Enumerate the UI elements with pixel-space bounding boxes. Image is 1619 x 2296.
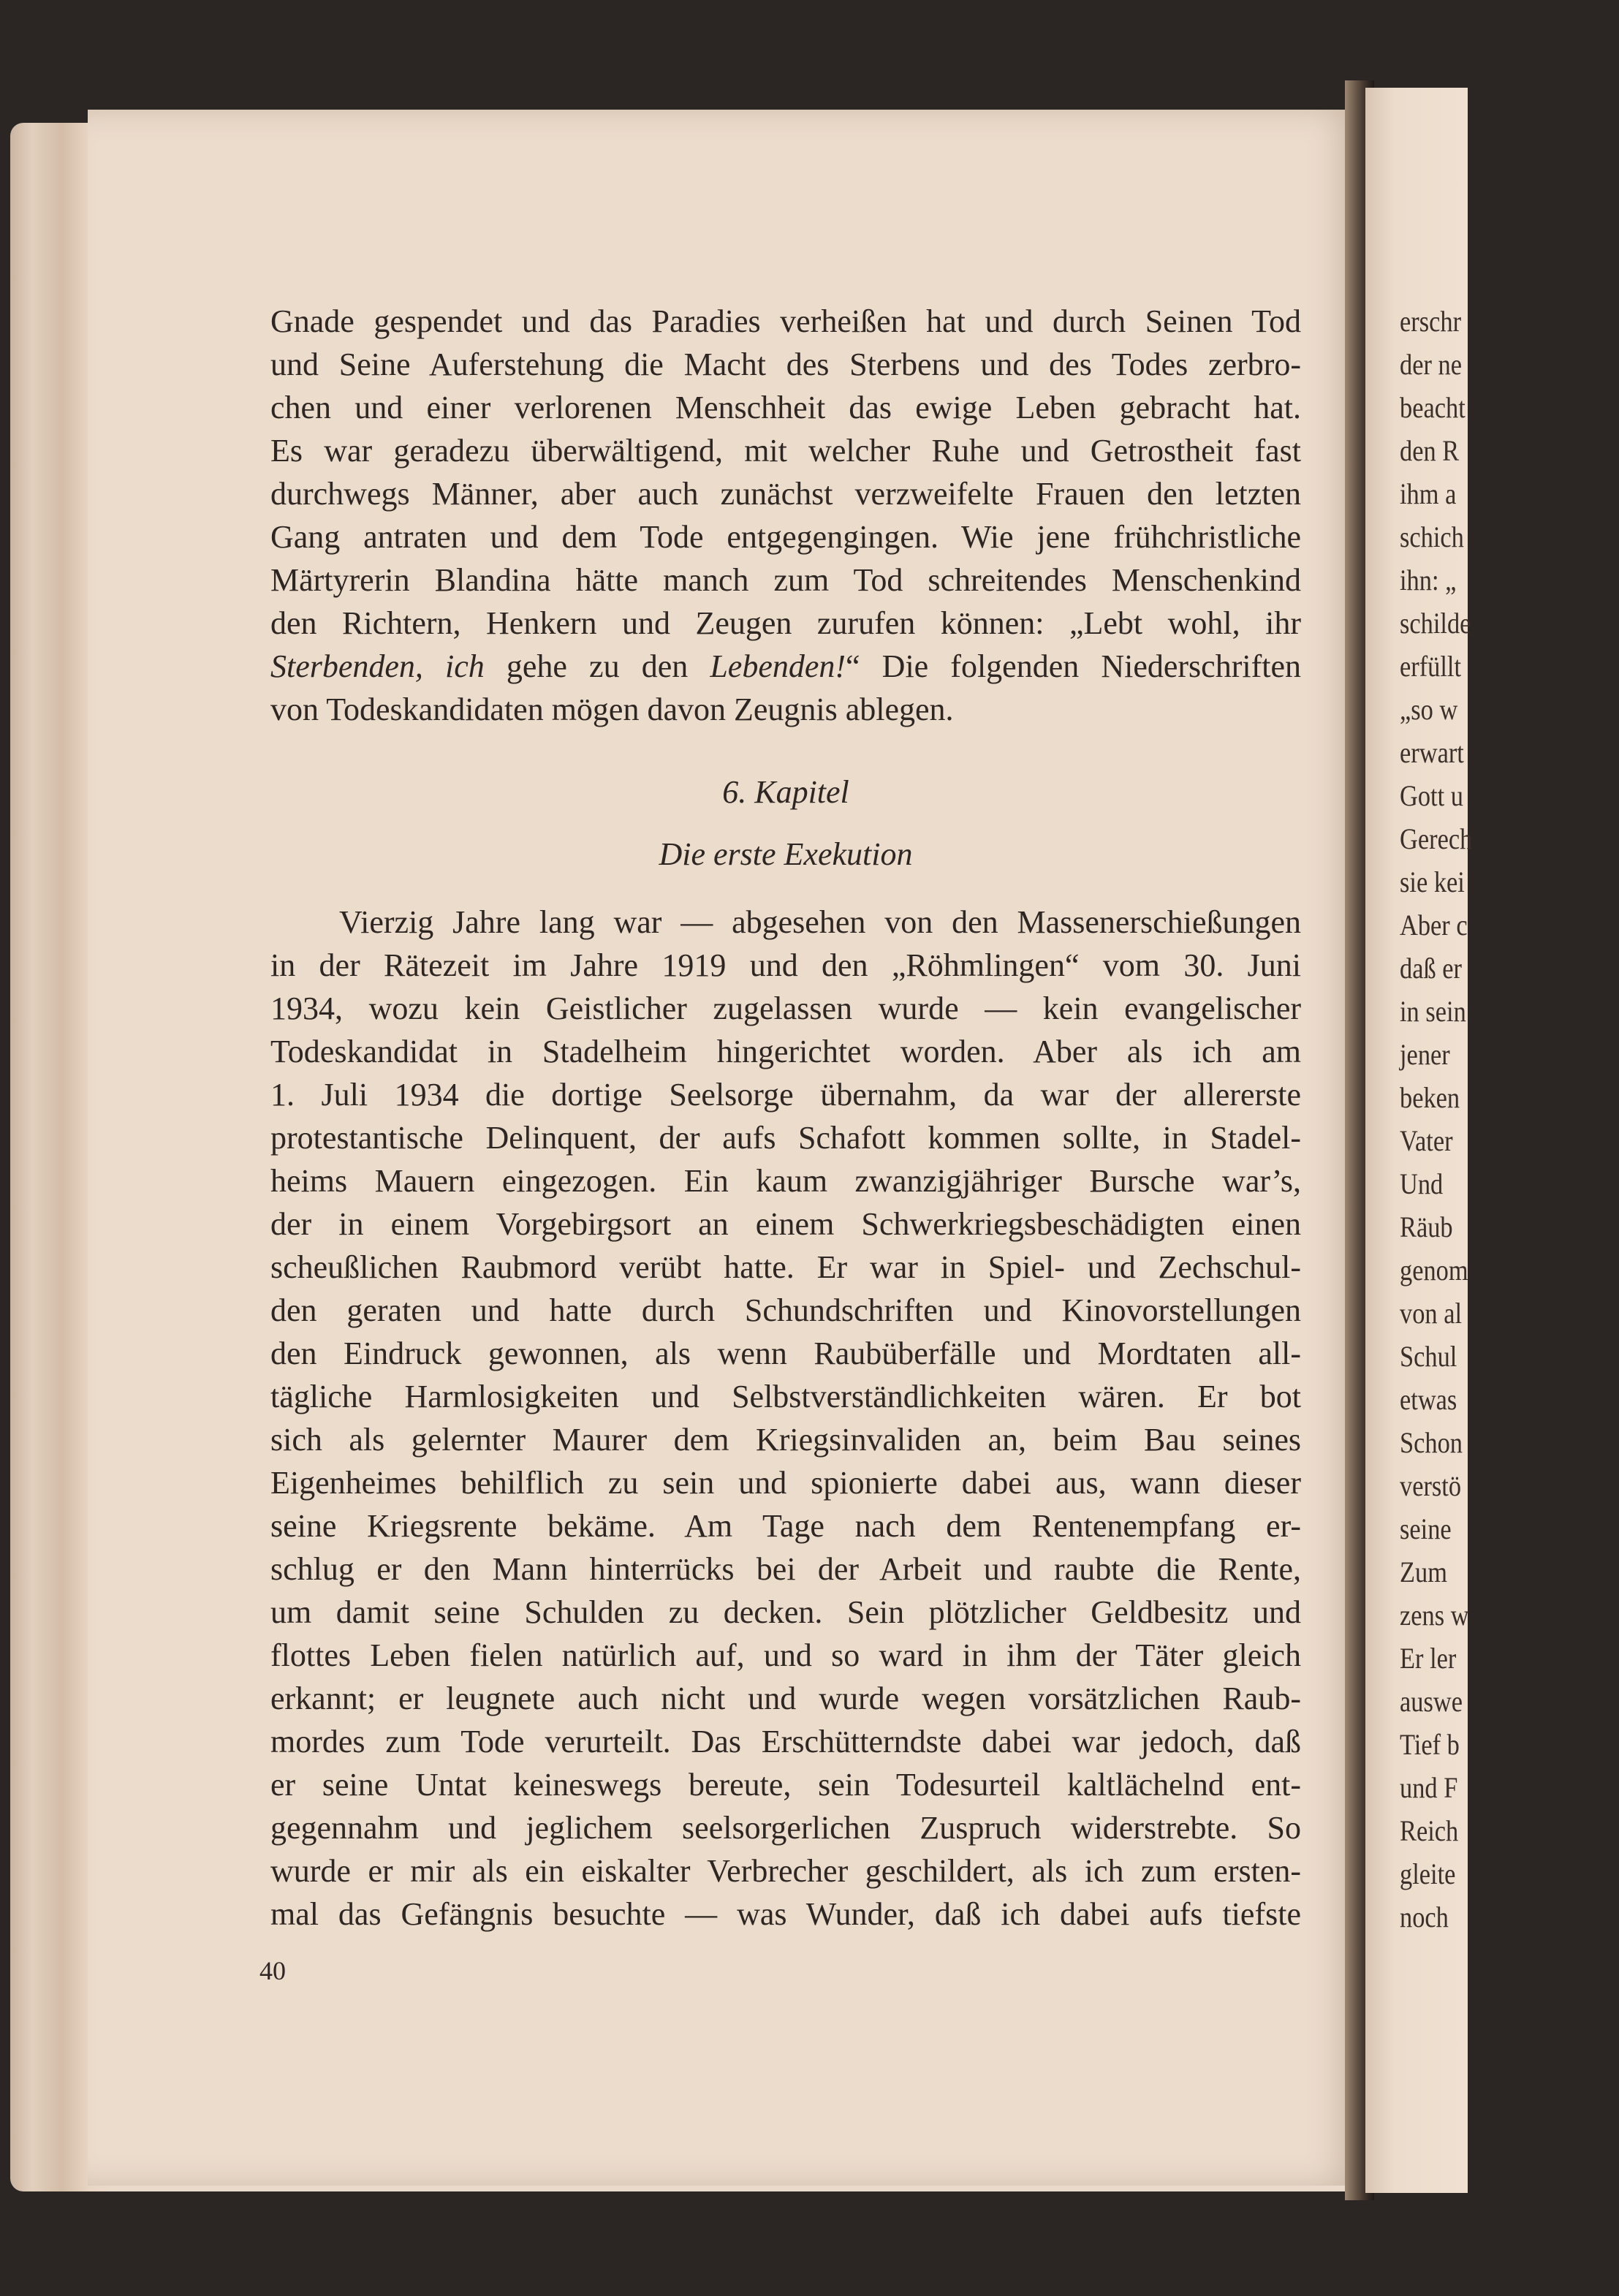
- text-line: mal das Gefängnis besuchte — was Wunder, daß ich dabei aufs tiefste: [270, 1896, 1301, 1932]
- right-page-line: genom: [1400, 1254, 1468, 1287]
- right-page: [1365, 88, 1473, 2193]
- right-page-line: gleite: [1400, 1857, 1456, 1890]
- right-page-line: beken: [1400, 1081, 1460, 1114]
- text-line: den geraten und hatte durch Schundschriften und Kinovorstellungen: [270, 1292, 1301, 1328]
- text-line: heims Mauern eingezogen. Ein kaum zwanzigjähriger Bursche war’s,: [270, 1163, 1301, 1199]
- right-page-line: sie kei: [1400, 865, 1465, 898]
- right-page-line: Tief b: [1400, 1728, 1460, 1761]
- text-run: “ Die folgenden Niederschriften: [846, 648, 1301, 684]
- text-line: mordes zum Tode verurteilt. Das Erschütterndste dabei war jedoch, daß: [270, 1724, 1301, 1759]
- right-page-line: daß er: [1400, 952, 1462, 985]
- right-page-line: Und: [1400, 1167, 1444, 1200]
- right-page-line: auswe: [1400, 1685, 1463, 1718]
- right-page-line: noch: [1400, 1901, 1449, 1933]
- right-page-line: Gerech: [1400, 822, 1473, 855]
- right-page-line: ihm a: [1400, 477, 1457, 510]
- text-line: 1934, wozu kein Geistlicher zugelassen wurde — kein evangelischer: [270, 990, 1301, 1026]
- text-line: flottes Leben fielen natürlich auf, und so ward in ihm der Täter gleich: [270, 1637, 1301, 1673]
- text-line: Eigenheimes behilflich zu sein und spionierte dabei aus, wann dieser: [270, 1465, 1301, 1501]
- right-page-line: Er ler: [1400, 1642, 1457, 1675]
- right-page-line: zens w: [1400, 1599, 1469, 1632]
- text-line: er seine Untat keineswegs bereute, sein Todesurteil kaltlächelnd ent-: [270, 1767, 1301, 1803]
- text-run: gehe zu den: [484, 648, 710, 684]
- right-page-line: Räub: [1400, 1210, 1453, 1243]
- text-line: Vierzig Jahre lang war — abgesehen von den Massenerschießungen: [339, 904, 1301, 940]
- right-page-line: Zum: [1400, 1556, 1447, 1588]
- body-paragraph: [270, 901, 1301, 1936]
- text-line: durchwegs Männer, aber auch zunächst verzweifelte Frauen den letzten: [270, 476, 1301, 512]
- text-line: in der Rätezeit im Jahre 1919 und den „Röhmlingen“ vom 30. Juni: [270, 947, 1301, 983]
- right-page-line: seine: [1400, 1512, 1452, 1545]
- text-line: tägliche Harmlosigkeiten und Selbstverständlichkeiten wären. Er bot: [270, 1379, 1301, 1414]
- text-line: Märtyrerin Blandina hätte manch zum Tod schreitendes Menschenkind: [270, 562, 1301, 598]
- right-page-line: erschr: [1400, 305, 1462, 338]
- right-page-line: schich: [1400, 520, 1464, 553]
- right-page-line: etwas: [1400, 1383, 1457, 1416]
- intro-paragraph: [270, 300, 1301, 731]
- italic-text: Sterbenden, ich: [270, 648, 485, 684]
- right-page-line: erwart: [1400, 736, 1464, 769]
- right-page-line: jener: [1400, 1038, 1450, 1071]
- right-page-line: Reich: [1400, 1814, 1459, 1847]
- right-page-line: und F: [1400, 1771, 1458, 1804]
- text-line: und Seine Auferstehung die Macht des Sterbens und des Todes zerbro-: [270, 346, 1301, 382]
- right-page-line: von al: [1400, 1297, 1463, 1330]
- right-page-line: den R: [1400, 434, 1460, 467]
- right-page-line: erfüllt: [1400, 650, 1462, 683]
- right-page-line: der ne: [1400, 348, 1462, 381]
- right-page-line: in sein: [1400, 995, 1466, 1028]
- text-line: sich als gelernter Maurer dem Kriegsinvaliden an, beim Bau seines: [270, 1422, 1301, 1458]
- text-line: der in einem Vorgebirgsort an einem Schwerkriegsbeschädigten einen: [270, 1206, 1301, 1242]
- text-line: Es war geradezu überwältigend, mit welcher Ruhe und Getrostheit fast: [270, 433, 1301, 469]
- right-page-line: Gott u: [1400, 779, 1463, 812]
- italic-text: Lebenden!: [710, 648, 846, 684]
- right-page-line: verstö: [1400, 1469, 1462, 1502]
- text-line: den Eindruck gewonnen, als wenn Raubüberfälle und Mordtaten all-: [270, 1335, 1301, 1371]
- text-line: scheußlichen Raubmord verübt hatte. Er war in Spiel- und Zechschul-: [270, 1249, 1301, 1285]
- text-line: den Richtern, Henkern und Zeugen zurufen können: „Lebt wohl, ihr: [270, 605, 1301, 641]
- text-line: gegennahm und jeglichem seelsorgerlichen Zuspruch widerstrebte. So: [270, 1810, 1301, 1846]
- right-page-line: Schon: [1400, 1426, 1463, 1459]
- text-line: um damit seine Schulden zu decken. Sein plötzlicher Geldbesitz und: [270, 1594, 1301, 1630]
- text-line: [270, 645, 1301, 688]
- chapter-title: Die erste Exekution: [659, 836, 913, 872]
- right-page-line: Aber c: [1400, 909, 1468, 941]
- right-page-line: beacht: [1400, 391, 1466, 424]
- right-page-line: Vater: [1400, 1124, 1453, 1157]
- text-line: chen und einer verlorenen Menschheit das ewige Leben gebracht hat.: [270, 390, 1301, 425]
- right-page-line: schilde: [1400, 607, 1471, 640]
- text-line: protestantische Delinquent, der aufs Schafott kommen sollte, in Stadel-: [270, 1120, 1301, 1156]
- right-page-line: ihn: „: [1400, 564, 1457, 596]
- chapter-number: 6. Kapitel: [722, 774, 849, 810]
- text-line: wurde er mir als ein eiskalter Verbrecher geschildert, als ich zum ersten-: [270, 1853, 1301, 1889]
- text-line: Gnade gespendet und das Paradies verheißen hat und durch Seinen Tod: [270, 303, 1301, 339]
- text-line: von Todeskandidaten mögen davon Zeugnis ablegen.: [270, 692, 954, 727]
- right-page-text: [1400, 300, 1619, 1939]
- text-line: Gang antraten und dem Tode entgegengingen. Wie jene frühchristliche: [270, 519, 1301, 555]
- text-line: schlug er den Mann hinterrücks bei der Arbeit und raubte die Rente,: [270, 1551, 1301, 1587]
- text-line: erkannt; er leugnete auch nicht und wurde wegen vorsätzlichen Raub-: [270, 1681, 1301, 1716]
- text-line: seine Kriegsrente bekäme. Am Tage nach dem Rentenempfang er-: [270, 1508, 1301, 1544]
- right-page-line: Schul: [1400, 1340, 1457, 1373]
- text-line: Todeskandidat in Stadelheim hingerichtet worden. Aber als ich am: [270, 1034, 1301, 1069]
- page-number: 40: [259, 1956, 286, 1985]
- text-line: 1. Juli 1934 die dortige Seelsorge übernahm, da war der allererste: [270, 1077, 1301, 1113]
- right-page-line: „so w: [1400, 693, 1458, 726]
